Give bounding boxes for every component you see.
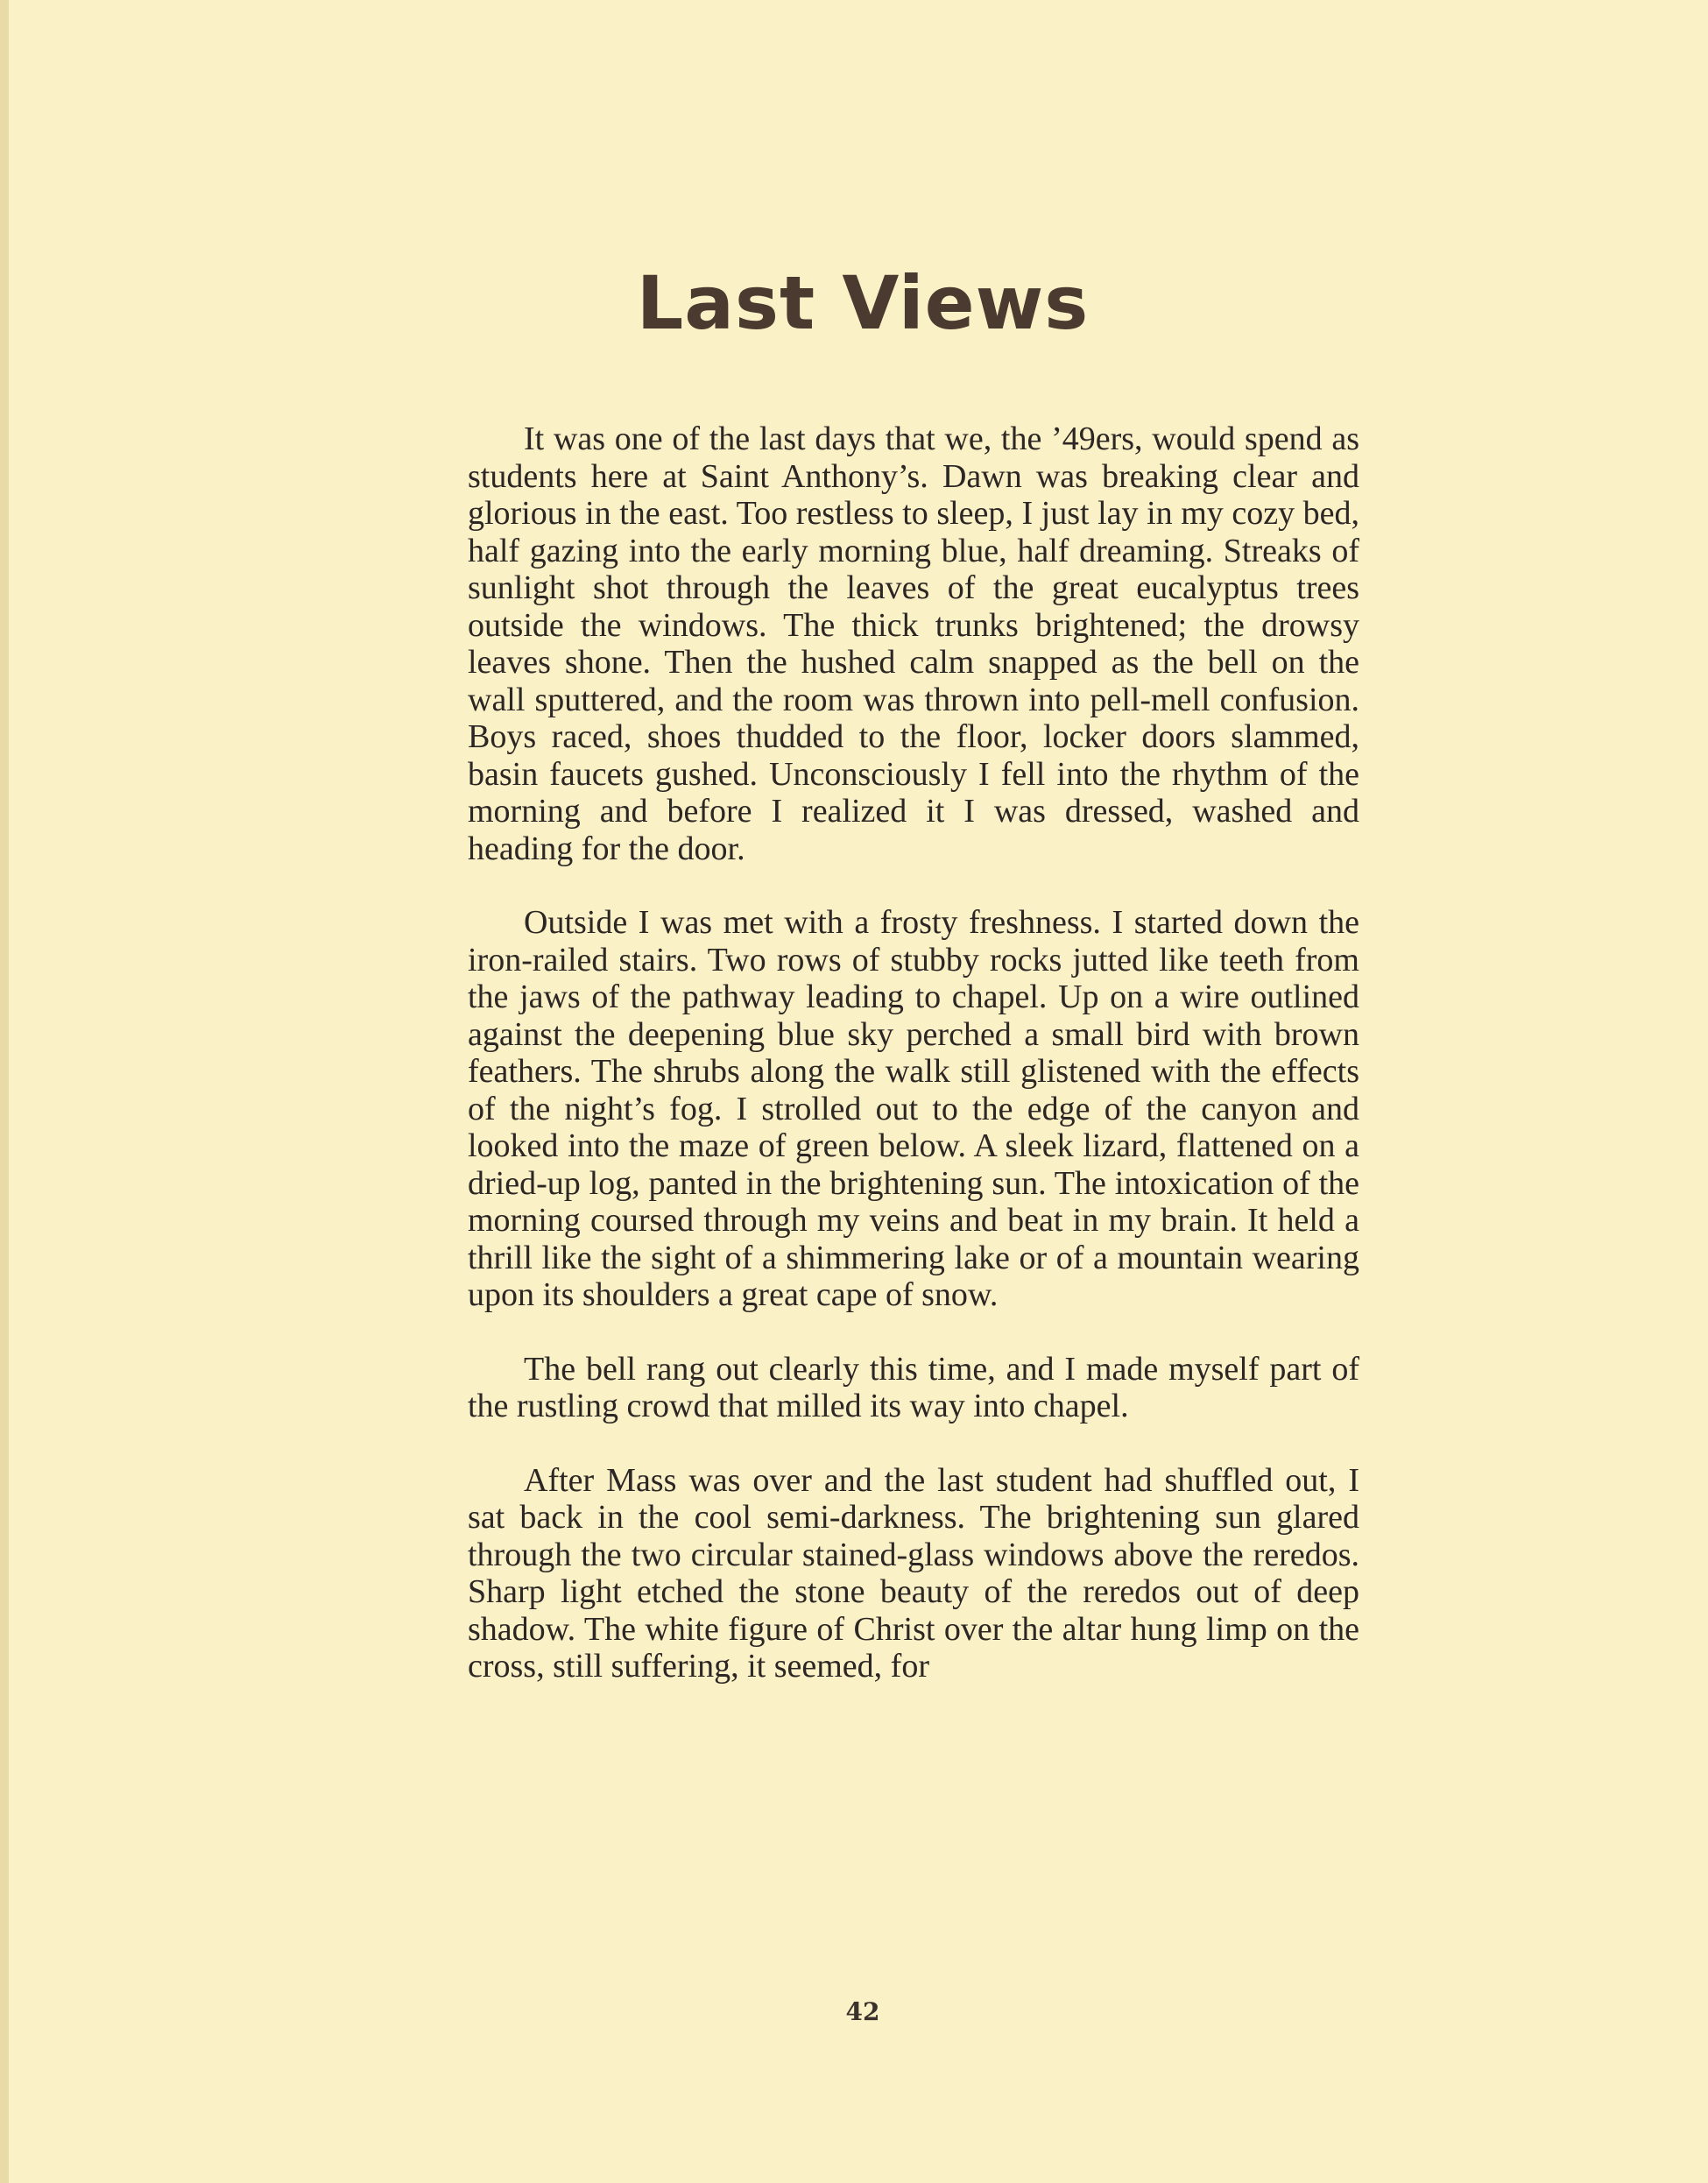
- paragraph-3: The bell rang out clearly this time, and I made myself part of the rustling crowd that milled its way into chapel.: [468, 1350, 1359, 1424]
- paragraph-2: Outside I was met with a frosty freshness. I started down the iron-railed stairs. Two rows of stubby rocks jutted like teeth from the jaws of the pathway leading to chapel. Up on a wire outlined against the deepening blue sky perched a small bird with brown feathers. The shrubs along the walk still glistened with the effects of the night’s fog. I strolled out to the edge of the canyon and looked into the maze of green below. A sleek lizard, flattened on a dried-up log, panted in the brightening sun. The intoxication of the morning coursed through my veins and beat in my brain. It held a thrill like the sight of a shimmering lake or of a mountain wearing upon its shoulders a great cape of snow.: [468, 904, 1359, 1313]
- paragraph-1: It was one of the last days that we, the ’49ers, would spend as students here at Saint Anthony’s. Dawn was breaking clear and glorious in the east. Too restless to sleep, I just lay in my cozy bed, half gazing into the early morning blue, half dreaming. Streaks of sunlight shot through the leaves of the great eucalyptus trees outside the windows. The thick trunks brightened; the drowsy leaves shone. Then the hushed calm snapped as the bell on the wall sputtered, and the room was thrown into pell-mell confusion. Boys raced, shoes thudded to the floor, locker doors slammed, basin faucets gushed. Unconsciously I fell into the rhythm of the morning and before I realized it I was dressed, washed and heading for the door.: [468, 420, 1359, 867]
- page-title: Last Views: [636, 260, 1090, 346]
- page-number: 42: [845, 1997, 880, 2026]
- paragraph-4: After Mass was over and the last student had shuffled out, I sat back in the cool semi-darkness. The brightening sun glared through the two circular stained-glass windows above the reredos. Sharp light etched the stone beauty of the reredos out of deep shadow. The white figure of Christ over the altar hung limp on the cross, still suffering, it seemed, for: [468, 1461, 1359, 1685]
- article-body: [468, 420, 1359, 1722]
